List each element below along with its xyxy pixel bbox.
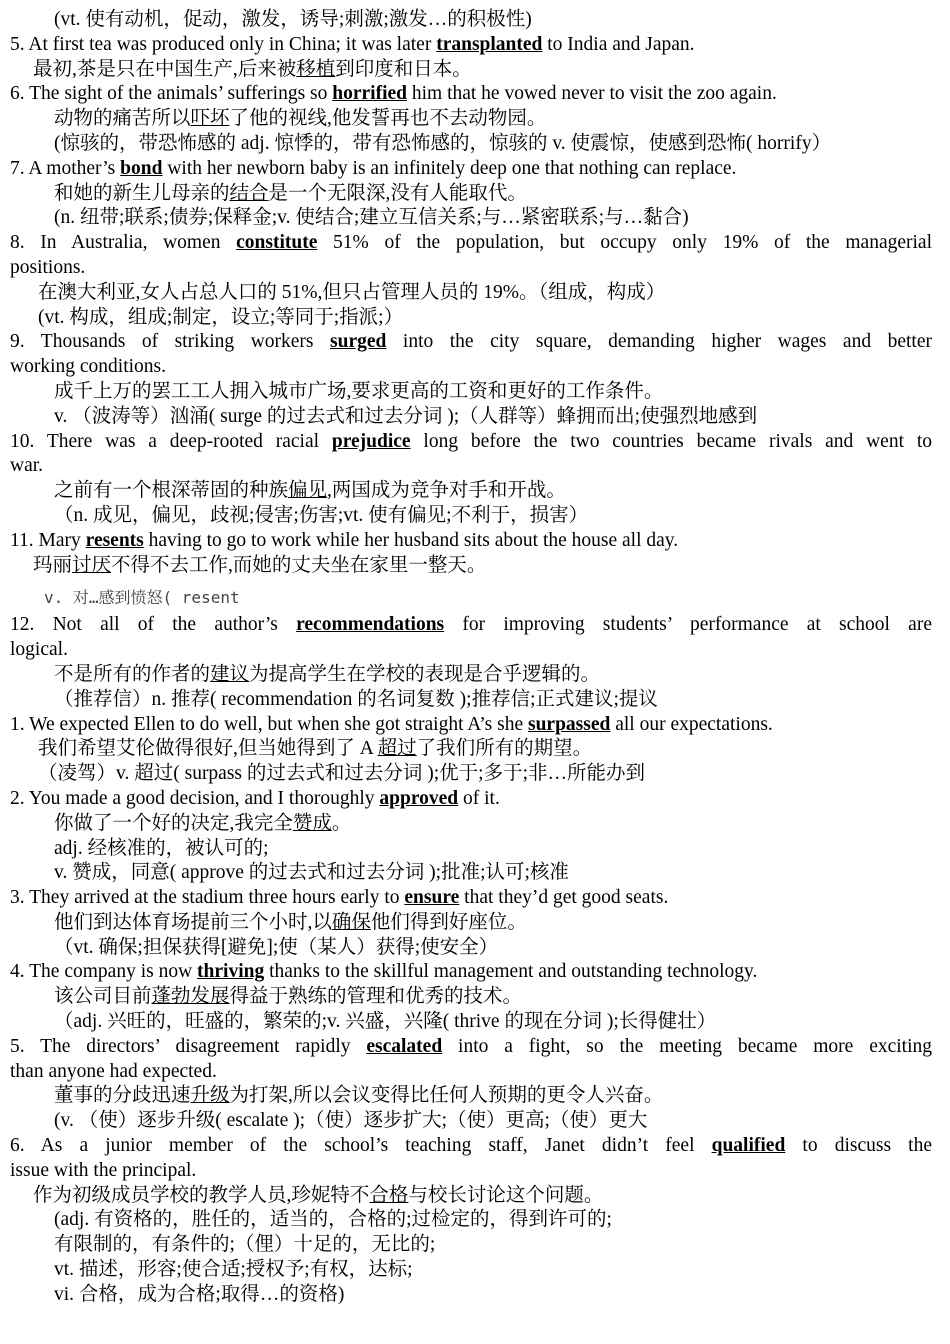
line-text: 他们得到好座位。 — [370, 911, 527, 933]
text-line — [10, 1109, 932, 1134]
text-line — [10, 256, 932, 281]
line-text: 1. We expected Ellen to do well, but when she got straight A’s she — [10, 713, 528, 735]
line-text: thanks to the skillful management and outstanding technology. — [264, 961, 758, 983]
line-text: vt. 描述，形容;使合适;授权予;有权，达标; — [54, 1259, 413, 1281]
text-line — [10, 613, 932, 638]
line-text: 董事的分歧迅速 — [54, 1085, 191, 1107]
translated-keyword: 移植 — [296, 58, 336, 80]
translated-keyword: 赞成 — [292, 812, 332, 834]
line-text: 得益于熟练的管理和优秀的技术。 — [229, 986, 523, 1008]
line-text: 5. At first tea was produced only in China; it was later — [10, 33, 437, 55]
line-text: 12. Not all of the author’s — [10, 614, 297, 636]
text-line — [10, 713, 932, 738]
line-text: 他们到达体育场提前三个小时,以 — [54, 911, 332, 933]
line-text: 在澳大利亚,女人占总人口的 51%,但只占管理人员的 19%。（组成，构成） — [38, 281, 666, 303]
text-line — [10, 132, 932, 157]
vocab-keyword: surpassed — [527, 713, 611, 735]
text-line — [10, 8, 932, 33]
line-text: issue with the principal. — [10, 1159, 197, 1181]
text-line — [10, 1233, 932, 1258]
text-line — [10, 587, 932, 609]
line-text: (v. （使）逐步升级( escalate );（使）逐步扩大;（使）更高;（使）更大 — [54, 1110, 648, 1132]
vocab-keyword: thriving — [197, 961, 265, 983]
text-line — [10, 306, 932, 331]
text-line — [10, 355, 932, 380]
text-line — [10, 1159, 932, 1184]
vocab-keyword: bond — [120, 157, 163, 179]
line-text: with her newborn baby is an infinitely deep one that nothing can replace. — [162, 157, 737, 179]
line-text: 不得不去工作,而她的丈夫坐在家里一整天。 — [111, 554, 487, 576]
text-line — [10, 1208, 932, 1233]
text-line — [10, 737, 932, 762]
translated-keyword: 结合 — [229, 182, 269, 204]
line-text: 该公司目前 — [54, 986, 152, 1008]
vocab-keyword: transplanted — [436, 33, 543, 55]
vocab-keyword: prejudice — [331, 430, 411, 452]
translated-keyword: 蓬勃发展 — [151, 986, 230, 1008]
line-text: （vt. 确保;担保获得[避免];使（某人）获得;使安全） — [54, 936, 499, 958]
line-text: having to go to work while her husband sits about the house all day. — [143, 529, 679, 551]
line-text: 玛丽 — [33, 554, 73, 576]
text-line — [10, 886, 932, 911]
translated-keyword: 合格 — [369, 1184, 409, 1206]
line-text: 和她的新生儿母亲的 — [54, 182, 230, 204]
text-line — [10, 861, 932, 886]
translated-keyword: 升级 — [190, 1085, 230, 1107]
line-text: into the city square, demanding higher wages and better — [386, 331, 932, 353]
line-text: 4. The company is now — [10, 961, 198, 983]
line-text: v. （波涛等）汹涌( surge 的过去式和过去分词 );（人群等）蜂拥而出;使强烈地感到 — [54, 405, 758, 427]
line-text: 有限制的，有条件的;（俚）十足的，无比的; — [54, 1234, 436, 1256]
line-text: 你做了一个好的决定,我完全 — [54, 812, 293, 834]
line-text: 了我们所有的期望。 — [416, 738, 593, 760]
line-text: 2. You made a good decision, and I thoroughly — [10, 787, 380, 809]
line-text: 9. Thousands of striking workers — [10, 331, 331, 353]
vocab-keyword: escalated — [366, 1035, 443, 1057]
text-line — [10, 529, 932, 554]
line-text: (vt. 构成，组成;制定，设立;等同于;指派;） — [38, 306, 404, 328]
translated-keyword: 吓坏 — [190, 108, 230, 130]
line-text: 了他的视线,他发誓再也不去动物园。 — [229, 108, 547, 130]
line-text: for improving students’ performance at school are — [444, 614, 932, 636]
line-text: 我们希望艾伦做得很好,但当她得到了 A — [38, 738, 378, 760]
line-text: to discuss the — [785, 1135, 932, 1157]
text-line — [10, 663, 932, 688]
line-text: 。 — [331, 812, 352, 834]
vocab-keyword: constitute — [236, 232, 318, 254]
text-line — [10, 405, 932, 430]
line-text: 最初,茶是只在中国生产,后来被 — [33, 58, 297, 80]
text-line — [10, 837, 932, 862]
line-text: 6. The sight of the animals’ sufferings so — [10, 83, 333, 105]
line-text: vi. 合格，成为合格;取得…的资格) — [54, 1283, 345, 1305]
text-line — [10, 688, 932, 713]
text-line — [10, 33, 932, 58]
translated-keyword: 确保 — [331, 911, 371, 933]
text-line — [10, 504, 932, 529]
line-text: all our expectations. — [610, 713, 773, 735]
vocab-keyword: horrified — [332, 83, 407, 105]
line-text: （凌驾）v. 超过( surpass 的过去式和过去分词 );优于;多于;非…所能办到 — [38, 763, 646, 785]
line-text: 与校长讨论这个问题。 — [408, 1184, 604, 1206]
text-line — [10, 58, 932, 83]
text-line — [10, 1184, 932, 1209]
vocab-keyword: resents — [85, 529, 144, 551]
line-text: 5. The directors’ disagreement rapidly — [10, 1035, 367, 1057]
line-text: logical. — [10, 639, 68, 661]
text-line — [10, 638, 932, 663]
translated-keyword: 建议 — [210, 663, 250, 685]
line-text: 是一个无限深,没有人能取代。 — [268, 182, 527, 204]
translated-keyword: 偏见 — [288, 480, 328, 502]
line-text: 7. A mother’s — [10, 157, 121, 179]
vocab-keyword: qualified — [711, 1135, 786, 1157]
line-text: v. 赞成，同意( approve 的过去式和过去分词 );批准;认可;核准 — [54, 862, 569, 884]
line-text: 动物的痛苦所以 — [54, 108, 191, 130]
text-line — [10, 231, 932, 256]
text-line — [10, 479, 932, 504]
line-text: (n. 纽带;联系;债券;保释金;v. 使结合;建立互信关系;与…紧密联系;与…黏合) — [54, 207, 689, 229]
vocab-keyword: recommendations — [296, 614, 445, 636]
line-text: 不是所有的作者的 — [54, 663, 211, 685]
line-text: 为提高学生在学校的表现是合乎逻辑的。 — [249, 663, 601, 685]
text-line — [10, 936, 932, 961]
text-line — [10, 812, 932, 837]
line-text: （n. 成见，偏见，歧视;侵害;伤害;vt. 使有偏见;不利于，损害） — [54, 504, 589, 526]
vocab-keyword: surged — [330, 331, 387, 353]
line-text: 8. In Australia, women — [10, 232, 237, 254]
text-line — [10, 911, 932, 936]
text-line — [10, 1060, 932, 1085]
line-text: 作为初级成员学校的教学人员,珍妮特不 — [33, 1184, 370, 1206]
text-line — [10, 762, 932, 787]
line-text: 6. As a junior member of the school’s teaching staff, Janet didn’t feel — [10, 1135, 712, 1157]
translated-keyword: 超过 — [377, 738, 417, 760]
text-line — [10, 985, 932, 1010]
line-text: that they’d get good seats. — [459, 887, 669, 909]
text-line — [10, 1035, 932, 1060]
line-text: （推荐信）n. 推荐( recommendation 的名词复数 );推荐信;正式建议;提议 — [54, 688, 658, 710]
line-text: v. 对…感到愤怒( resent — [44, 588, 240, 608]
line-text: 3. They arrived at the stadium three hours early to — [10, 887, 405, 909]
line-text: of it. — [458, 787, 500, 809]
text-line — [10, 1084, 932, 1109]
text-line — [10, 182, 932, 207]
text-line — [10, 454, 932, 479]
line-text: (adj. 有资格的，胜任的，适当的，合格的;过检定的，得到许可的; — [54, 1209, 612, 1231]
line-text: war. — [10, 455, 44, 477]
line-text: 为打架,所以会议变得比任何人预期的更令人兴奋。 — [229, 1085, 664, 1107]
line-text: 10. There was a deep-rooted racial — [10, 430, 332, 452]
line-text: than anyone had expected. — [10, 1060, 217, 1082]
line-text: 成千上万的罢工工人拥入城市广场,要求更高的工资和更好的工作条件。 — [54, 380, 664, 402]
line-text: (vt. 使有动机，促动，激发，诱导;刺激;激发…的积极性) — [54, 9, 532, 30]
text-line — [10, 1134, 932, 1159]
line-text: 到印度和日本。 — [335, 58, 472, 80]
line-text: adj. 经核准的，被认可的; — [54, 837, 269, 859]
line-text: to India and Japan. — [542, 33, 695, 55]
vocab-keyword: ensure — [404, 887, 460, 909]
vocab-keyword: approved — [379, 787, 459, 809]
text-line — [10, 554, 932, 579]
line-text: working conditions. — [10, 356, 166, 378]
line-text: (惊骇的，带恐怖感的 adj. 惊悸的，带有恐怖感的，惊骇的 v. 使震惊，使感到恐怖( horrify） — [54, 132, 832, 154]
line-text: him that he vowed never to visit the zoo again. — [406, 83, 777, 105]
line-text: 之前有一个根深蒂固的种族 — [54, 480, 289, 502]
line-text: 51% of the population, but occupy only 19% of the managerial — [317, 232, 932, 254]
text-line — [10, 1283, 932, 1308]
text-line — [10, 380, 932, 405]
line-text: （adj. 兴旺的，旺盛的，繁荣的;v. 兴盛，兴隆( thrive 的现在分词 );长得健壮） — [54, 1011, 717, 1033]
text-line — [10, 787, 932, 812]
line-text: 11. Mary — [10, 529, 86, 551]
line-text: long before the two countries became rivals and went to — [410, 430, 932, 452]
line-text: positions. — [10, 256, 86, 278]
text-line — [10, 330, 932, 355]
text-line — [10, 430, 932, 455]
text-line — [10, 107, 932, 132]
translated-keyword: 讨厌 — [72, 554, 112, 576]
text-line — [10, 157, 932, 182]
text-line — [10, 281, 932, 306]
text-line — [10, 1258, 932, 1283]
text-line — [10, 82, 932, 107]
line-text: into a fight, so the meeting became more exciting — [442, 1035, 932, 1057]
text-line — [10, 960, 932, 985]
text-line — [10, 1010, 932, 1035]
line-text: ,两国成为竞争对手和开战。 — [327, 480, 566, 502]
text-line — [10, 206, 932, 231]
